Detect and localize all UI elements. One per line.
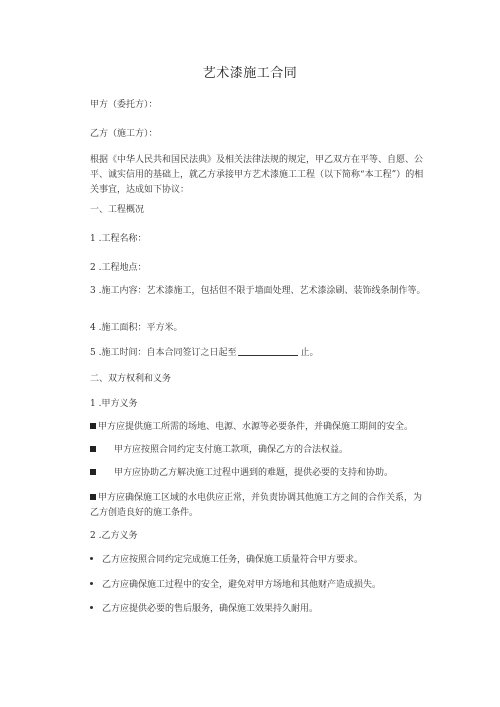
party-b-duty-3-text: 乙方应提供必要的售后服务，确保施工效果持久耐用。 xyxy=(102,604,319,614)
section2-heading: 二、双方权利和义务 xyxy=(90,374,172,384)
preamble-paragraph xyxy=(90,153,430,198)
party-a-duty-2 xyxy=(90,443,430,458)
square-bullet-icon xyxy=(90,494,96,500)
party-a-duty-1 xyxy=(90,420,430,435)
party-a-line: 甲方（委托方）： xyxy=(90,100,158,110)
section1-item-4: 4 .施工面积：平方米。 xyxy=(90,323,183,333)
square-bullet-icon xyxy=(90,446,96,452)
section1-item-2: 2 .工程地点： xyxy=(90,263,147,273)
party-a-duty-1-text: 甲方应提供施工所需的场地、电源、水源等必要条件，并确保施工期间的安全。 xyxy=(98,422,414,432)
party-b-duty-1 xyxy=(90,553,430,568)
party-a-duty-4 xyxy=(90,491,430,521)
party-b-duties-heading: 2 .乙方义务 xyxy=(90,531,138,541)
item5-prefix: 5 .施工时间：自本合同签订之日起至 xyxy=(90,348,237,358)
party-b-duty-2-text: 乙方应确保施工过程中的安全，避免对甲方场地和其他财产造成损失。 xyxy=(102,580,382,590)
party-b-duty-1-text: 乙方应按照合同约定完成施工任务，确保施工质量符合甲方要求。 xyxy=(102,555,364,565)
party-b-duty-3 xyxy=(90,602,430,617)
section1-item-5 xyxy=(90,346,430,361)
round-bullet-icon xyxy=(90,557,93,560)
section1-heading: 一、工程概况 xyxy=(90,205,145,215)
preamble-text: 根据《中华人民共和国民法典》及相关法律法规的规定，甲乙双方在平等、自愿、公平、诚实信用的基础上，就乙方承接甲方艺术漆施工工程（以下简称“本工程”）的相关事宜，达成如下协议： xyxy=(90,155,424,195)
section1-item-1: 1 .工程名称： xyxy=(90,234,147,244)
date-blank-line xyxy=(238,346,298,356)
party-b-line: 乙方（施工方）： xyxy=(90,129,158,139)
party-a-duty-3-text: 甲方应协助乙方解决施工过程中遇到的难题，提供必要的支持和协助。 xyxy=(114,468,394,478)
party-a-duty-4-text: 甲方应确保施工区域的水电供应正常，并负责协调其他施工方之间的合作关系，为乙方创造良好的施工条件。 xyxy=(90,493,423,518)
section1-item-3: 3 .施工内容：艺术漆施工，包括但不限于墙面处理、艺术漆涂刷、装饰线条制作等。 xyxy=(90,286,426,296)
party-b-duty-2 xyxy=(90,578,430,593)
round-bullet-icon xyxy=(90,582,93,585)
square-bullet-icon xyxy=(90,469,96,475)
square-bullet-icon xyxy=(90,423,96,429)
round-bullet-icon xyxy=(90,606,93,609)
party-a-duty-3 xyxy=(90,466,430,481)
document-title: 艺术漆施工合同 xyxy=(202,66,298,81)
party-a-duty-2-text: 甲方应按照合同约定支付施工款项，确保乙方的合法权益。 xyxy=(114,445,349,455)
party-a-duties-heading: 1 .甲方义务 xyxy=(90,399,138,409)
item5-suffix: 止。 xyxy=(300,348,319,358)
